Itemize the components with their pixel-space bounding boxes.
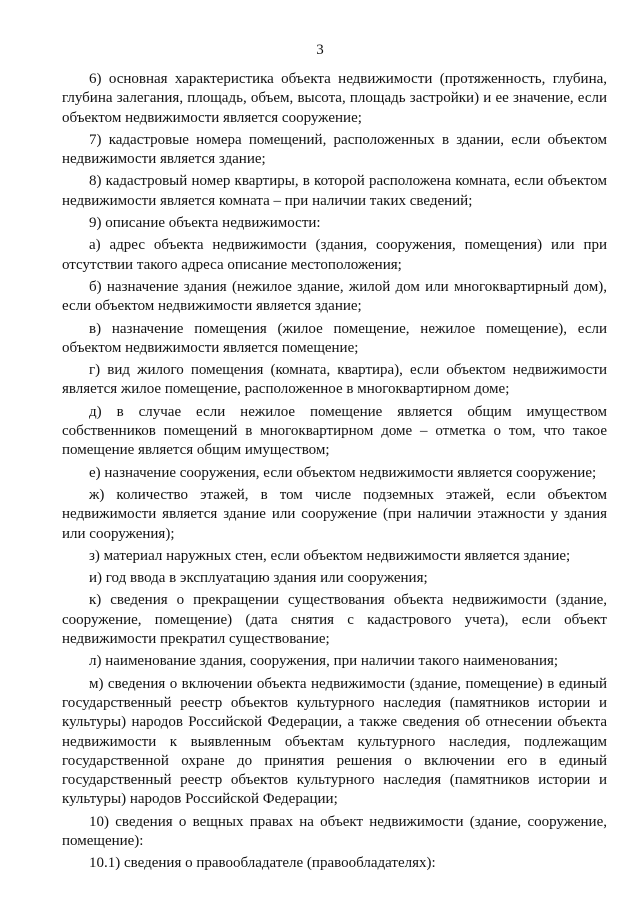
document-body xyxy=(62,70,607,875)
paragraph-item-7: 7) кадастровые номера помещений, расположенных в здании, если объектом недвижимости является здание; xyxy=(62,131,607,168)
page-number: 3 xyxy=(316,42,324,58)
paragraph-item-9a: а) адрес объекта недвижимости (здания, сооружения, помещения) или при отсутствии такого адреса описание местоположения; xyxy=(62,237,607,273)
paragraph-item-9zh: ж) количество этажей, в том числе подземных этажей, если объектом недвижимости является здание или сооружение (при наличии этажности у здания или сооружения); xyxy=(62,486,607,542)
paragraph-item-9v: в) назначение помещения (жилое помещение, нежилое помещение), если объектом недвижимости является помещение; xyxy=(62,320,607,356)
paragraph-item-9: 9) описание объекта недвижимости: xyxy=(89,215,321,232)
paragraph-item-10: 10) сведения о вещных правах на объект недвижимости (здание, сооружение, помещение): xyxy=(62,813,607,849)
paragraph-item-8: 8) кадастровый номер квартиры, в которой расположена комната, если объектом недвижимости является комната – при наличии таких сведений; xyxy=(62,173,607,209)
paragraph-item-9d: д) в случае если нежилое помещение является общим имуществом собственников помещений в многоквартирном доме – отметка о том, что такое помещение является общим имуществом; xyxy=(62,403,607,459)
paragraph-item-9g: г) вид жилого помещения (комната, квартира), если объектом недвижимости является жилое помещение, расположенное в многоквартирном доме; xyxy=(62,362,607,398)
paragraph-item-9m: м) сведения о включении объекта недвижимости (здание, помещение) в единый государственный реестр объектов культурного наследия (памятников истории и культуры) народов Российской Федерации, а также сведения об отнесении объекта недвижимости к выявленным объектам культурного наследия, подлежащим государственной охране до принятия решения о включении его в единый государственный реестр объектов культурного наследия (памятников истории и культуры) народов Российской Федерации; xyxy=(62,675,607,808)
paragraph-item-6: 6) основная характеристика объекта недвижимости (протяженность, глубина, глубина залегания, площадь, объем, высота, площадь застройки) и ее значение, если объектом недвижимости является сооружение; xyxy=(62,71,607,126)
paragraph-item-10-1: 10.1) сведения о правообладателе (правообладателях): xyxy=(89,855,436,872)
paragraph-item-9l: л) наименование здания, сооружения, при наличии такого наименования; xyxy=(89,653,559,670)
paragraph-item-9z: з) материал наружных стен, если объектом недвижимости является здание; xyxy=(89,547,571,564)
paragraph-item-9b: б) назначение здания (нежилое здание, жилой дом или многоквартирный дом), если объектом недвижимости является здание; xyxy=(62,278,607,315)
paragraph-item-9k: к) сведения о прекращении существования объекта недвижимости (здание, сооружение, помещение) (дата снятия с кадастрового учета), если объект недвижимости прекратил существование; xyxy=(62,592,607,648)
paragraph-item-9e: е) назначение сооружения, если объектом недвижимости является сооружение; xyxy=(89,464,597,481)
paragraph-item-9i: и) год ввода в эксплуатацию здания или сооружения; xyxy=(89,570,428,587)
